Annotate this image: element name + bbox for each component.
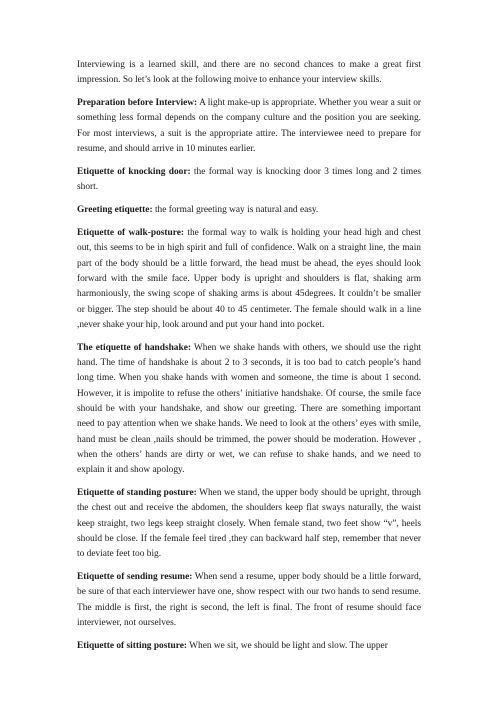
- paragraph-text: When we sit, we should be light and slow. The upper: [186, 640, 388, 651]
- paragraph-heading: Etiquette of sitting posture:: [77, 640, 187, 651]
- document-page: [77, 58, 421, 662]
- paragraph-text: the formal way is knocking door 3 times long and 2 times short.: [77, 166, 421, 193]
- paragraph-heading: Etiquette of knocking door:: [77, 166, 191, 177]
- paragraph-heading: The etiquette of handshake:: [77, 342, 191, 353]
- paragraph-sending-resume: [77, 570, 421, 631]
- paragraph-text: When we stand, the upper body should be upright, through the chest out and receive the abdomen, the shoulders keep flat sways naturally, the waist keep straight, two legs keep straight closely. When female stand, two feet show “v”, heels should be close. If the female feel tired ,they can backward half step, remember that never to deviate feet too big.: [77, 487, 421, 560]
- paragraph-greeting: [77, 203, 421, 218]
- paragraph-heading: Etiquette of sending resume:: [77, 572, 193, 583]
- paragraph-sitting-posture: [77, 639, 421, 654]
- paragraph-preparation: [77, 96, 421, 157]
- paragraph-heading: Etiquette of walk-posture:: [77, 228, 185, 239]
- paragraph-heading: Greeting etiquette:: [77, 205, 153, 216]
- paragraph-heading: Etiquette of standing posture:: [77, 487, 197, 498]
- paragraph-text: the formal way to walk is holding your head high and chest out, this seems to be in high spirit and full of confidence. Walk on a straight line, the main part of the body should be a little forward, the head must be ahead, the eyes should look forward with the smile face. Upper body is upright and shoulders is flat, shaking arm harmoniously, the swing scope of shaking arms is about 45degrees. It couldn’t be smaller or bigger. The step should be about 40 to 45 centimeter. The female should walk in a line ,never shake your hip, look around and put your hand into pocket.: [77, 228, 421, 330]
- paragraph-text: the formal greeting way is natural and easy.: [152, 205, 319, 216]
- paragraph-heading: Preparation before Interview:: [77, 98, 198, 109]
- paragraph-handshake: [77, 341, 421, 479]
- paragraph-text: A light make-up is appropriate. Whether you wear a suit or something less formal depends on the company culture and the position you are seeking. For most interviews, a suit is the appropriate attire. The interviewee need to prepare for resume, and should arrive in 10 minutes earlier.: [77, 98, 422, 155]
- paragraph-text: When we shake hands with others, we should use the right hand. The time of handshake is about 2 to 3 seconds, it is too bad to catch people’s hand long time. When you shake hands with women and someone, the time is about 1 second. However, it is impolite to refuse the others’ initiative handshake. Of course, the smile face should be with your handshake, and show our greeting. There are something important need to pay attention when we shake hands. We need to look at the others’ eyes with smile, hand must be clean ,nails should be trimmed, the power should be moderation. However , when the others’ hands are dirty or wet, we can refuse to shake hands, and we need to explain it and show apology.: [77, 342, 421, 476]
- paragraph-standing-posture: [77, 486, 421, 562]
- paragraph-knocking: [77, 165, 421, 196]
- paragraph-text: Interviewing is a learned skill, and there are no second chances to make a great first impression. So let’s look at the following moive to enhance your interview skills.: [77, 60, 421, 86]
- paragraph-intro: [77, 58, 421, 89]
- paragraph-text: When send a resume, upper body should be a little forward, be sure of that each interviewer have one, show respect with our two hands to send resume. The middle is first, the right is second, the left is final. The front of resume should face interviewer, not ourselves.: [77, 572, 421, 628]
- paragraph-walk-posture: [77, 226, 421, 333]
